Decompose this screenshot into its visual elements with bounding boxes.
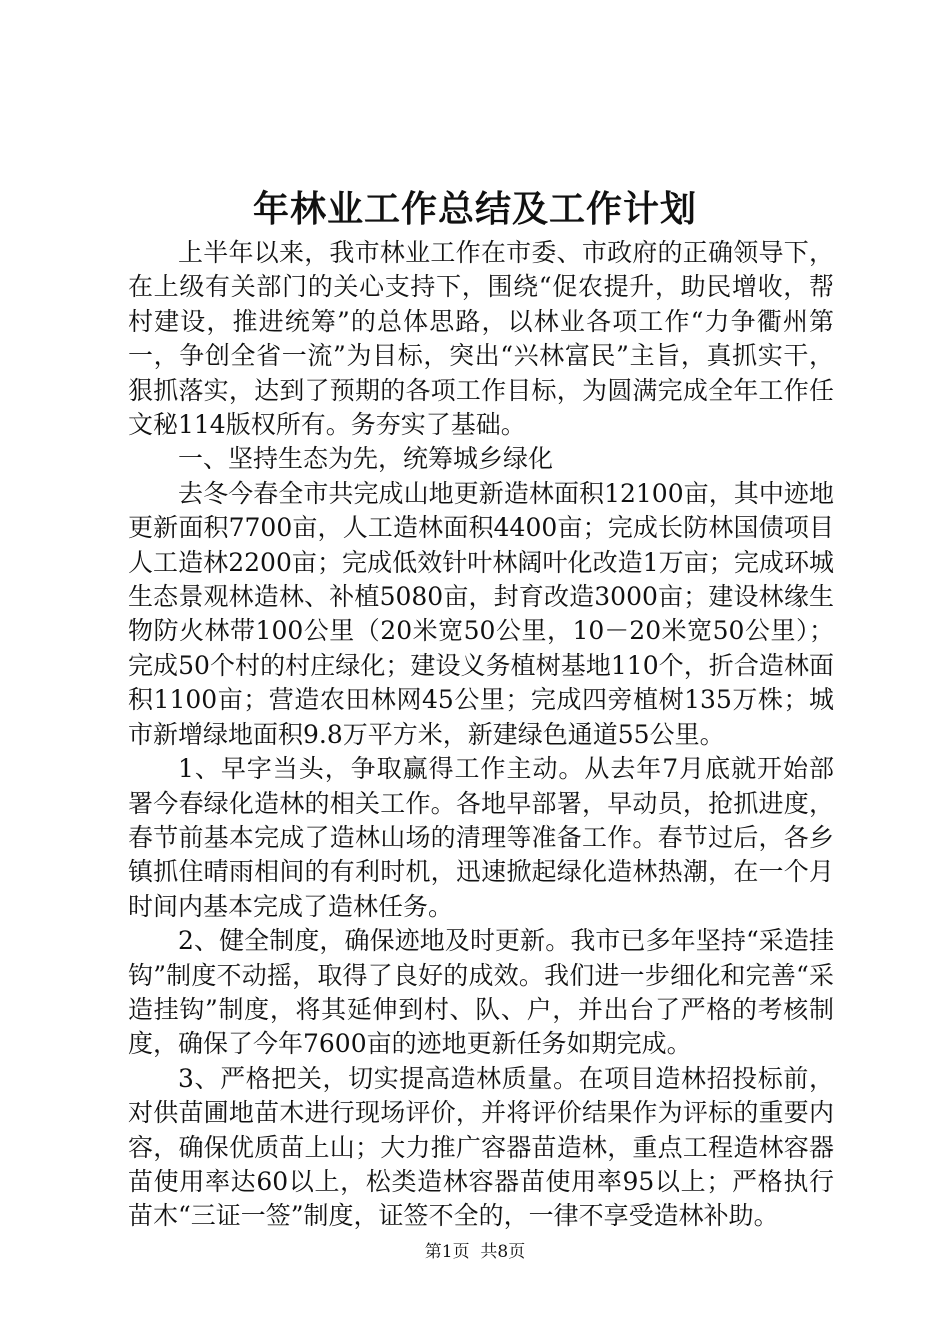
section-heading-1: 一、坚持生态为先，统筹城乡绿化: [178, 444, 554, 474]
page-footer: [0, 1240, 950, 1264]
paragraph-item-2: 2、健全制度，确保迹地及时更新。我市已多年坚持“采造挂钩”制度不动摇，取得了良好的成效。我们进一步细化和完善“采造挂钩”制度，将其延伸到村、队、户，并出台了严格的考核制度，确保了今年7600亩的迹地更新任务如期完成。: [128, 926, 834, 1059]
page-total: 共8页: [480, 1242, 526, 1262]
page-number: 第1页: [424, 1242, 470, 1262]
paragraph-statistics: 去冬今春全市共完成山地更新造林面积12100亩，其中迹地更新面积7700亩，人工造林面积4400亩；完成长防林国债项目人工造林2200亩；完成低效针叶林阔叶化改造1万亩；完成环城生态景观林造林、补植5080亩，封育改造3000亩；建设林缘生物防火林带100公里（20米宽50公里，10－20米宽50公里）；完成50个村的村庄绿化；建设义务植树基地110个，折合造林面积1100亩；营造农田林网45公里；完成四旁植树135万株；城市新增绿地面积9.8万平方米，新建绿色通道55公里。: [128, 478, 834, 749]
paragraph-intro: 上半年以来，我市林业工作在市委、市政府的正确领导下，在上级有关部门的关心支持下，围绕“促农提升，助民增收，帮村建设，推进统筹”的总体思路，以林业各项工作“力争衢州第一，争创全省一流”为目标，突出“兴林富民”主旨，真抓实干，狠抓落实，达到了预期的各项工作目标，为圆满完成全年工作任文秘114版权所有。务夯实了基础。: [128, 238, 834, 440]
paragraph-item-3: 3、严格把关，切实提高造林质量。在项目造林招投标前，对供苗圃地苗木进行现场评价，并将评价结果作为评标的重要内容，确保优质苗上山；大力推广容器苗造林，重点工程造林容器苗使用率达60以上，松类造林容器苗使用率95以上；严格执行苗木“三证一签”制度，证签不全的，一律不享受造林补助。: [128, 1063, 834, 1231]
document-body: [128, 236, 834, 1234]
paragraph-item-1: 1、早字当头，争取赢得工作主动。从去年7月底就开始部署今春绿化造林的相关工作。各地早部署，早动员，抢抓进度，春节前基本完成了造林山场的清理等准备工作。春节过后，各乡镇抓住晴雨相间的有利时机，迅速掀起绿化造林热潮，在一个月时间内基本完成了造林任务。: [128, 754, 834, 921]
document-title: 年林业工作总结及工作计划: [252, 189, 697, 230]
